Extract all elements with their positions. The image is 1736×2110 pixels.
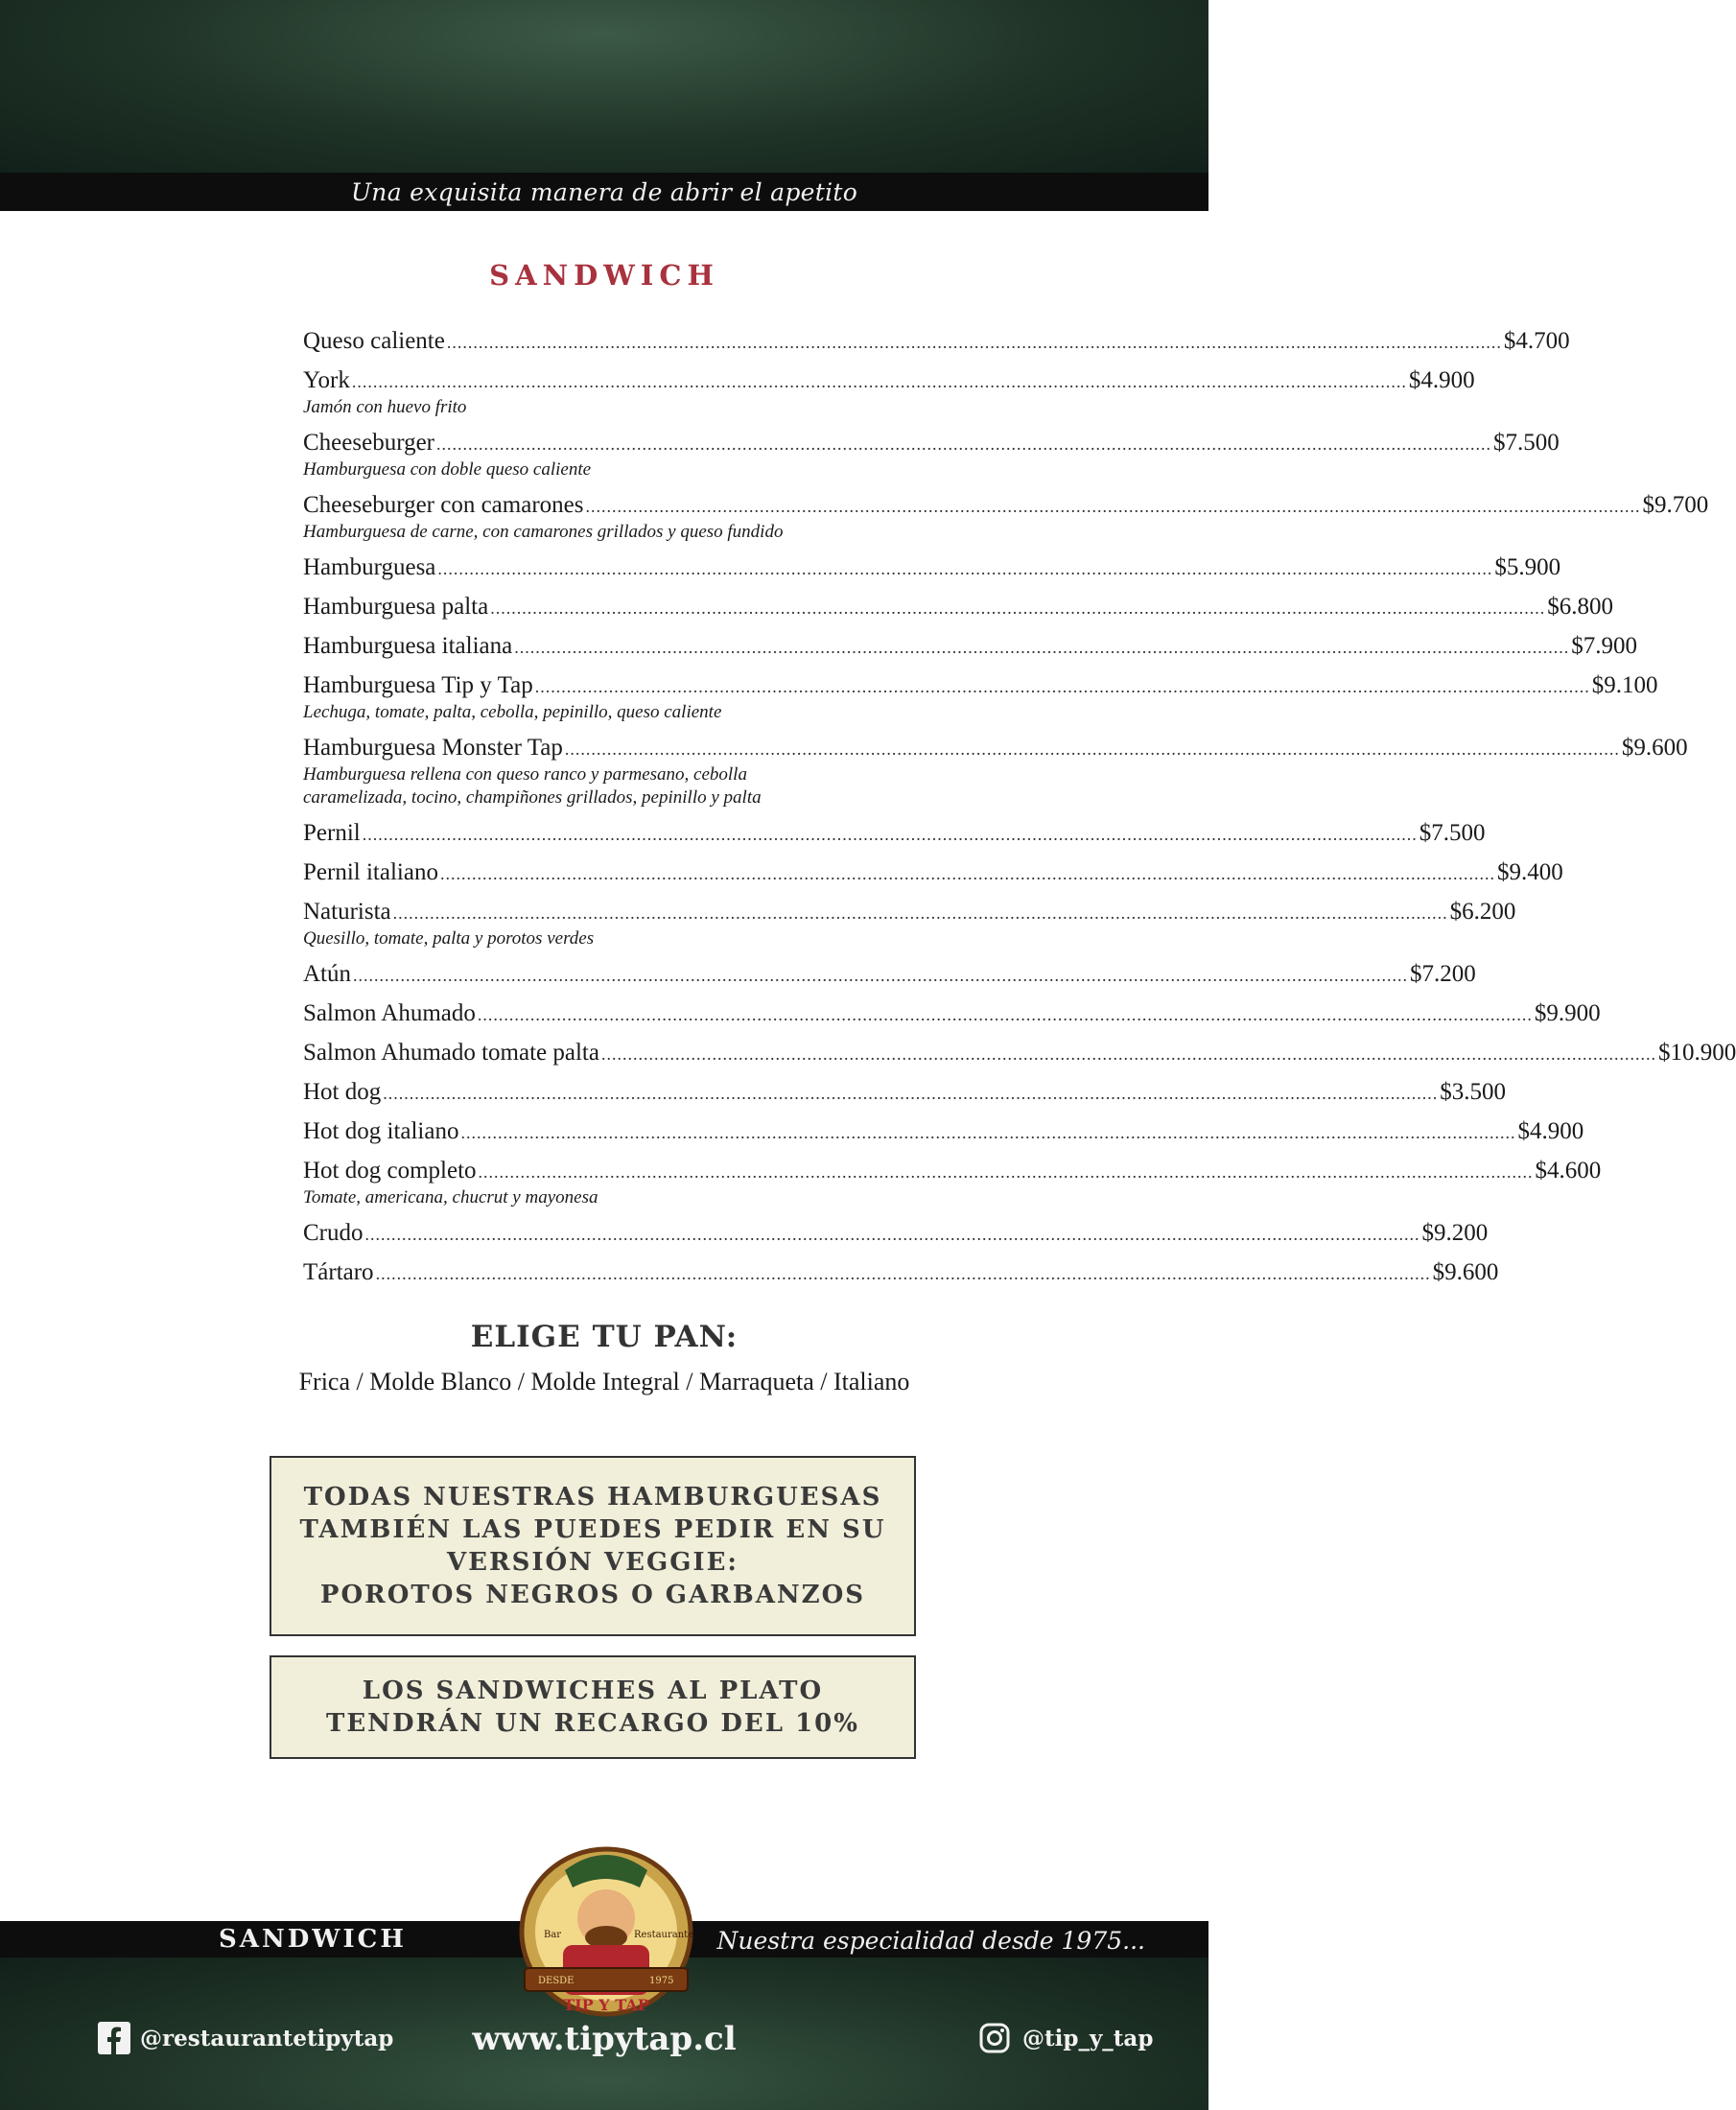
menu-item-name: Hot dog italiano [303, 1118, 459, 1144]
menu-item-name: Cheeseburger con camarones [303, 492, 584, 518]
menu-item-name: Hot dog [303, 1079, 382, 1105]
menu-item [303, 734, 1688, 809]
menu-item-row [303, 593, 1613, 622]
menu-item-currency: $ [1432, 1259, 1445, 1285]
menu-item-currency: $ [1591, 672, 1605, 698]
bread-title: ELIGE TU PAN: [470, 1320, 739, 1354]
menu-item-name: Pernil italiano [303, 859, 438, 885]
dot-leader: ........................................................................................................................................................................................................ [437, 559, 1493, 578]
dot-leader: ........................................................................................................................................................................................................ [375, 1264, 1431, 1283]
menu-item-price: 3.500 [1451, 1079, 1506, 1105]
menu-item [303, 858, 1563, 888]
tagline: Una exquisita manera de abrir el apetito [350, 177, 858, 206]
menu-item [303, 1219, 1489, 1249]
menu-item-row [303, 1078, 1506, 1108]
veggie-notice-line: VERSIÓN VEGGIE: [447, 1548, 739, 1577]
menu-item-name: Tártaro [303, 1259, 374, 1285]
menu-item-row [303, 1219, 1489, 1249]
footer-section-label: SANDWICH [219, 1925, 407, 1954]
menu-item-row [303, 632, 1637, 662]
instagram-link[interactable] [978, 2022, 1153, 2054]
veggie-notice-line: TAMBIÉN LAS PUEDES PEDIR EN SU [299, 1515, 886, 1544]
dot-leader: ........................................................................................................................................................................................................ [460, 1123, 1516, 1142]
menu-item-row [303, 819, 1486, 849]
dot-leader: ........................................................................................................................................................................................................ [436, 434, 1491, 454]
menu-item-price: 9.100 [1604, 672, 1658, 698]
menu-item-name: York [303, 367, 350, 393]
dot-leader: ........................................................................................................................................................................................................ [564, 739, 1620, 759]
tagline-bar [0, 173, 1208, 211]
menu-item [303, 593, 1613, 622]
menu-item-price: 7.500 [1505, 430, 1560, 456]
menu-item-currency: $ [1493, 430, 1506, 456]
menu-item-name: Pernil [303, 820, 361, 846]
menu-item-row [303, 1117, 1584, 1147]
menu-item [303, 999, 1601, 1029]
menu-item-name: Cheeseburger [303, 430, 434, 456]
menu-item-row [303, 960, 1476, 990]
menu-item-price: 4.600 [1547, 1158, 1602, 1184]
menu-item-price: 5.900 [1506, 554, 1561, 580]
menu-item [303, 1039, 1736, 1068]
menu-item-row [303, 429, 1560, 458]
menu-item-description: Hamburguesa rellena con queso ranco y parmesano, cebolla caramelizada, tocino, champiñones grillados, pepinillo y palta [303, 764, 762, 808]
menu-item-description: Hamburguesa de carne, con camarones grillados y queso fundido [303, 522, 784, 542]
logo-name-text: TIP Y TAP [563, 1996, 649, 2014]
menu-item-currency: $ [1534, 1000, 1547, 1026]
menu-item-description: Hamburguesa con doble queso caliente [303, 459, 592, 480]
section-title: SANDWICH [489, 259, 719, 292]
menu-item-price: 9.600 [1633, 735, 1688, 761]
dot-leader: ........................................................................................................................................................................................................ [478, 1162, 1534, 1182]
plate-notice-line: TENDRÁN UN RECARGO DEL 10% [326, 1709, 859, 1738]
menu-item-currency: $ [1419, 820, 1432, 846]
menu-item-row [303, 858, 1563, 888]
veggie-notice-line: TODAS NUESTRAS HAMBURGUESAS [303, 1483, 882, 1512]
menu-item [303, 960, 1476, 990]
menu-item-name: Hamburguesa Tip y Tap [303, 672, 533, 698]
menu-item-currency: $ [1421, 1220, 1434, 1246]
veggie-notice [270, 1456, 916, 1636]
menu-item-price: 9.900 [1546, 1000, 1601, 1026]
dot-leader: ........................................................................................................................................................................................................ [446, 333, 1502, 352]
menu-item-currency: $ [1642, 492, 1654, 518]
menu-item-description: Quesillo, tomate, palta y porotos verdes [303, 928, 595, 949]
menu-item-price: 4.900 [1420, 367, 1475, 393]
veggie-notice-line: POROTOS NEGROS O GARBANZOS [319, 1581, 866, 1609]
menu-item-row [303, 491, 1709, 521]
menu-item [303, 819, 1486, 849]
menu-item-name: Hamburguesa palta [303, 594, 489, 620]
top-banner [0, 0, 1208, 173]
facebook-handle: @restaurantetipytap [140, 2025, 394, 2051]
menu-item-price: 9.400 [1509, 859, 1563, 885]
menu-item-name: Salmon Ahumado [303, 1000, 476, 1026]
dot-leader: ........................................................................................................................................................................................................ [392, 903, 1448, 923]
dot-leader: ........................................................................................................................................................................................................ [585, 497, 1641, 516]
menu-item-name: Hamburguesa [303, 554, 436, 580]
menu-item-currency: $ [1410, 961, 1422, 987]
bread-options: Frica / Molde Blanco / Molde Integral / Marraqueta / Italiano [298, 1368, 910, 1395]
menu-item [303, 327, 1570, 357]
logo-since-text: DESDE [538, 1976, 575, 1986]
restaurant-logo [505, 1832, 707, 2024]
dot-leader: ........................................................................................................................................................................................................ [514, 638, 1570, 657]
dot-leader: ........................................................................................................................................................................................................ [490, 598, 1546, 618]
menu-item-price: 9.200 [1434, 1220, 1489, 1246]
menu-item-currency: $ [1408, 367, 1421, 393]
dot-leader: ........................................................................................................................................................................................................ [439, 864, 1495, 883]
menu-item-price: 9.700 [1654, 492, 1709, 518]
dot-leader: ........................................................................................................................................................................................................ [351, 372, 1407, 391]
menu-item-price: 6.200 [1462, 899, 1516, 925]
menu-item [303, 1078, 1506, 1108]
logo-bar-text: Bar [544, 1930, 562, 1940]
menu-item-currency: $ [1517, 1118, 1530, 1144]
menu-item-price: 7.500 [1431, 820, 1486, 846]
menu-item-row [303, 366, 1475, 396]
menu-item-row [303, 327, 1570, 357]
menu-item [303, 553, 1561, 583]
menu-item-description: Jamón con huevo frito [303, 397, 467, 417]
dot-leader: ........................................................................................................................................................................................................ [364, 1225, 1420, 1244]
menu-item-name: Queso caliente [303, 328, 445, 354]
menu-item [303, 1258, 1499, 1288]
menu-item-currency: $ [1535, 1158, 1548, 1184]
dot-leader: ........................................................................................................................................................................................................ [534, 677, 1590, 696]
menu-item-row [303, 1258, 1499, 1288]
dot-leader: ........................................................................................................................................................................................................ [353, 966, 1408, 985]
menu-item-name: Hot dog completo [303, 1158, 477, 1184]
menu-item [303, 632, 1637, 662]
menu-item-name: Hamburguesa Monster Tap [303, 735, 563, 761]
menu-item-price: 6.800 [1559, 594, 1613, 620]
menu-item-name: Salmon Ahumado tomate palta [303, 1040, 599, 1066]
dot-leader: ........................................................................................................................................................................................................ [362, 825, 1418, 844]
menu-item [303, 491, 1709, 544]
menu-item [303, 429, 1560, 481]
footer-slogan: Nuestra especialidad desde 1975... [716, 1927, 1145, 1955]
instagram-icon [978, 2022, 1011, 2054]
menu-item-price: 9.600 [1444, 1259, 1499, 1285]
menu-item-currency: $ [1496, 859, 1510, 885]
menu-item-currency: $ [1621, 735, 1634, 761]
menu-item-currency: $ [1440, 1079, 1452, 1105]
menu-item-currency: $ [1494, 554, 1507, 580]
menu-item-currency: $ [1571, 633, 1584, 659]
logo-year-text: 1975 [649, 1976, 674, 1986]
instagram-handle: @tip_y_tap [1022, 2025, 1154, 2051]
menu-item-row [303, 898, 1516, 927]
dot-leader: ........................................................................................................................................................................................................ [600, 1044, 1656, 1064]
menu-item-currency: $ [1657, 1040, 1671, 1066]
menu-list [303, 327, 1736, 1298]
menu-item-name: Hamburguesa italiana [303, 633, 513, 659]
menu-item-name: Crudo [303, 1220, 364, 1246]
dot-leader: ........................................................................................................................................................................................................ [477, 1005, 1533, 1024]
menu-item [303, 898, 1516, 950]
menu-item [303, 1117, 1584, 1147]
website-link[interactable]: www.tipytap.cl [472, 2020, 737, 2058]
menu-item-currency: $ [1547, 594, 1560, 620]
menu-item [303, 671, 1658, 724]
menu-item-currency: $ [1449, 899, 1463, 925]
menu-item-price: 4.900 [1529, 1118, 1584, 1144]
plate-surcharge-notice [270, 1655, 916, 1759]
menu-item-description: Tomate, americana, chucrut y mayonesa [303, 1187, 598, 1207]
dot-leader: ........................................................................................................................................................................................................ [383, 1084, 1439, 1103]
menu-item-price: 7.900 [1583, 633, 1637, 659]
plate-notice-line: LOS SANDWICHES AL PLATO [362, 1676, 824, 1705]
menu-item-row [303, 553, 1561, 583]
menu-item-price: 10.900 [1670, 1040, 1736, 1066]
menu-item-name: Atún [303, 961, 351, 987]
menu-item-row [303, 1157, 1602, 1186]
menu-item-row [303, 671, 1658, 701]
menu-item-currency: $ [1503, 328, 1516, 354]
menu-item-description: Lechuga, tomate, palta, cebolla, pepinillo, queso caliente [303, 702, 722, 722]
menu-item-row [303, 734, 1688, 763]
menu-item [303, 366, 1475, 419]
menu-item-row [303, 999, 1601, 1029]
menu-item-name: Naturista [303, 899, 391, 925]
menu-item-price: 4.700 [1515, 328, 1570, 354]
menu-item-price: 7.200 [1421, 961, 1476, 987]
menu-item-row [303, 1039, 1736, 1068]
logo-restaurant-text: Restaurante [634, 1930, 694, 1940]
menu-item [303, 1157, 1602, 1209]
